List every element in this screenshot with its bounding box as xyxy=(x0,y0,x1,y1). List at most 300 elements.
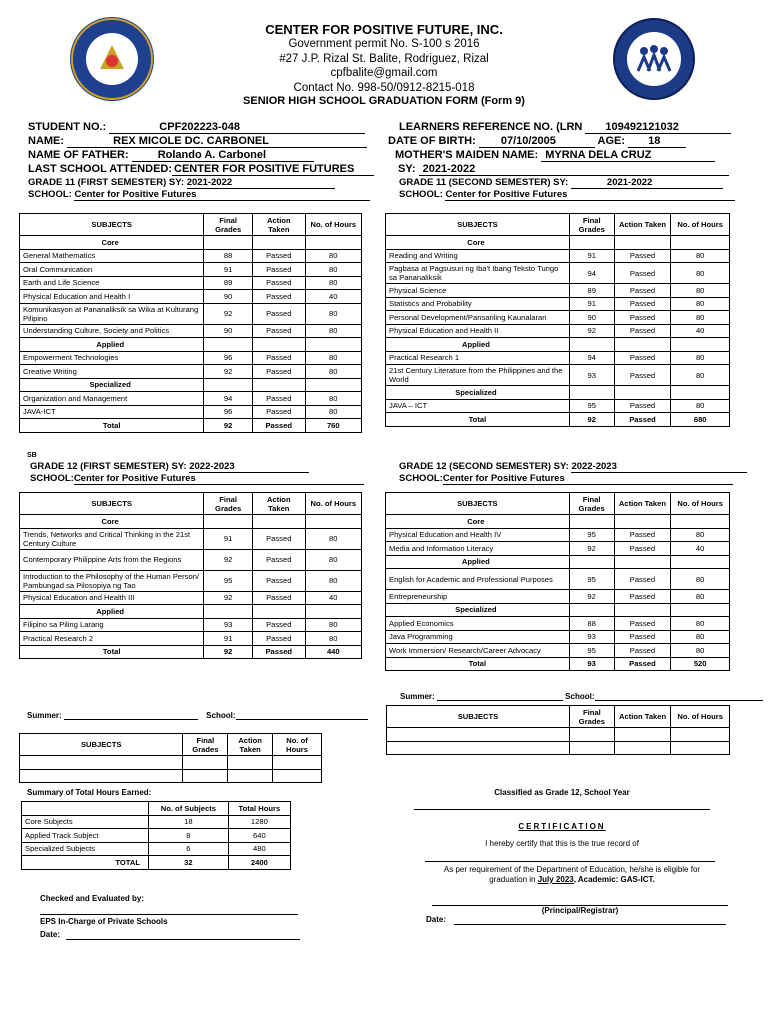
summary-col-hours: Total Hours xyxy=(228,802,290,816)
section-label: Applied xyxy=(20,338,204,352)
total-hours: 520 xyxy=(671,657,730,671)
col-header: Action Taken xyxy=(252,493,305,515)
table-row xyxy=(386,365,730,386)
col-header: SUBJECTS xyxy=(386,493,570,515)
grade-cell: 95 xyxy=(204,570,253,591)
g11s1-heading: GRADE 11 (FIRST SEMESTER) SY: 2021-2022 xyxy=(28,177,335,189)
action-cell: Passed xyxy=(252,249,305,263)
address-text: #27 J.P. Rizal St. Balite, Rodriguez, Rizal xyxy=(279,52,489,65)
table-row xyxy=(386,644,730,658)
grade-cell: 92 xyxy=(204,591,253,605)
table-row xyxy=(386,569,730,590)
summary-count: 18 xyxy=(149,815,229,829)
empty-row xyxy=(387,728,730,742)
summary-row xyxy=(22,815,291,829)
table-row xyxy=(20,290,362,304)
grade-cell: 92 xyxy=(569,590,614,604)
lrn-field: LEARNERS REFERENCE NO. (LRN 109492121032 xyxy=(399,121,731,134)
hours-cell: 40 xyxy=(305,290,361,304)
subject-cell: 21st Century Literature from the Philippines and the World xyxy=(386,365,570,386)
table-row xyxy=(20,591,362,605)
grade-cell: 95 xyxy=(569,569,614,590)
subject-cell: Entrepreneurship xyxy=(386,590,570,604)
hours-cell: 80 xyxy=(671,617,730,631)
summary-count: 6 xyxy=(149,842,229,856)
g11s2-school-value: Center for Positive Futures xyxy=(445,189,735,201)
hours-cell: 40 xyxy=(671,542,730,556)
table-row xyxy=(386,284,730,298)
col-header: Final Grades xyxy=(569,214,614,236)
grade-cell: 95 xyxy=(569,644,614,658)
summary-total-count: 32 xyxy=(149,856,229,870)
sb-note: SB xyxy=(27,452,37,459)
cert-line2: As per requirement of the Department of Education, he/she is eligible for xyxy=(443,865,701,874)
summary-label: Applied Track Subject xyxy=(22,829,149,843)
table-row xyxy=(386,324,730,338)
hours-cell: 80 xyxy=(305,392,361,406)
summary-hours: 480 xyxy=(228,842,290,856)
section-row xyxy=(20,605,362,619)
subject-cell: Practical Research 1 xyxy=(386,351,570,365)
total-label: Total xyxy=(386,413,570,427)
total-label: Total xyxy=(20,645,204,659)
total-grade: 92 xyxy=(569,413,614,427)
total-label: Total xyxy=(386,657,570,671)
hours-cell: 40 xyxy=(305,591,361,605)
cert-date: Date: xyxy=(426,915,447,924)
subject-cell: Empowerment Technologies xyxy=(20,351,204,365)
section-label: Specialized xyxy=(386,386,570,400)
section-label: Core xyxy=(20,515,204,529)
subject-cell: Organization and Management xyxy=(20,392,204,406)
grade-cell: 94 xyxy=(569,351,614,365)
table-row xyxy=(20,632,362,646)
hours-cell: 80 xyxy=(305,632,361,646)
hours-cell: 80 xyxy=(305,249,361,263)
action-cell: Passed xyxy=(614,284,671,298)
action-cell: Passed xyxy=(614,630,671,644)
hours-cell: 80 xyxy=(305,365,361,379)
dob-value: 07/10/2005 xyxy=(479,135,595,148)
col-header: Action Taken xyxy=(614,706,671,728)
grade-cell: 88 xyxy=(204,249,253,263)
name-value: REX MICOLE DC. CARBONEL xyxy=(67,135,367,148)
summer-right-table xyxy=(386,705,730,755)
subject-cell: Physical Education and Health II xyxy=(386,324,570,338)
grade-cell: 92 xyxy=(204,303,253,324)
certification-title: CERTIFICATION xyxy=(518,822,606,831)
action-cell: Passed xyxy=(252,324,305,338)
action-cell: Passed xyxy=(252,618,305,632)
father-value: Rolando A. Carbonel xyxy=(132,149,314,162)
grade-cell: 94 xyxy=(569,263,614,284)
col-header: No. of Hours xyxy=(305,493,361,515)
grade-cell: 90 xyxy=(204,290,253,304)
summary-table xyxy=(21,801,291,870)
g12s2-sy: 2022-2023 xyxy=(571,461,747,473)
cert-line1: I hereby certify that this is the true record of xyxy=(485,839,639,848)
hours-cell: 80 xyxy=(305,303,361,324)
total-grade: 93 xyxy=(569,657,614,671)
grade-cell: 89 xyxy=(204,276,253,290)
father-field: NAME OF FATHER: Rolando A. Carbonel xyxy=(28,149,314,162)
table-row xyxy=(386,528,730,542)
total-grade: 92 xyxy=(204,645,253,659)
table-row xyxy=(386,297,730,311)
total-grade: 92 xyxy=(204,419,253,433)
mother-value: MYRNA DELA CRUZ xyxy=(541,149,715,162)
col-header: SUBJECTS xyxy=(386,214,570,236)
section-label: Applied xyxy=(386,555,570,569)
hours-cell: 80 xyxy=(671,365,730,386)
subject-cell: Applied Economics xyxy=(386,617,570,631)
summary-count: 8 xyxy=(149,829,229,843)
section-row xyxy=(20,236,362,250)
subject-cell: Personal Development/Pansariling Kaunalaran xyxy=(386,311,570,325)
subject-cell: Java Programming xyxy=(386,630,570,644)
action-cell: Passed xyxy=(614,249,671,263)
col-header: No. of Hours xyxy=(305,214,361,236)
col-header: No. of Hours xyxy=(273,734,322,756)
action-cell: Passed xyxy=(252,290,305,304)
subject-cell: Statistics and Probability xyxy=(386,297,570,311)
contact-text: Contact No. 998-50/0912-8215-018 xyxy=(293,81,475,94)
signer-label: (Principal/Registrar) xyxy=(541,906,619,915)
grade-cell: 91 xyxy=(569,297,614,311)
grade-cell: 93 xyxy=(569,365,614,386)
table-row xyxy=(386,351,730,365)
grade-cell: 95 xyxy=(569,528,614,542)
hours-cell: 80 xyxy=(305,351,361,365)
hours-cell: 80 xyxy=(305,405,361,419)
hours-cell: 80 xyxy=(671,644,730,658)
col-header: No. of Hours xyxy=(671,706,730,728)
summary-label: Core Subjects xyxy=(22,815,149,829)
hours-cell: 80 xyxy=(671,297,730,311)
total-hours: 440 xyxy=(305,645,361,659)
total-row xyxy=(20,645,362,659)
hours-cell: 80 xyxy=(671,311,730,325)
section-row xyxy=(386,338,730,352)
subject-cell: Physical Education and Health III xyxy=(20,591,204,605)
summer-right-field: Summer: School: xyxy=(400,692,763,701)
grade-cell: 91 xyxy=(204,528,253,549)
subject-cell: Contemporary Philippine Arts from the Regions xyxy=(20,549,204,570)
table-row xyxy=(386,630,730,644)
action-cell: Passed xyxy=(252,570,305,591)
name-field: NAME: REX MICOLE DC. CARBONEL xyxy=(28,135,367,148)
table-row xyxy=(20,618,362,632)
student-no-field: STUDENT NO.: CPF202223-048 xyxy=(28,121,365,134)
subject-cell: Physical Science xyxy=(386,284,570,298)
action-cell: Passed xyxy=(252,276,305,290)
hours-cell: 80 xyxy=(671,569,730,590)
g11-second-semester-table xyxy=(385,213,730,427)
action-cell: Passed xyxy=(252,303,305,324)
total-action: Passed xyxy=(252,419,305,433)
section-label: Core xyxy=(386,236,570,250)
col-header: Final Grades xyxy=(569,706,614,728)
summary-col-subjects: No. of Subjects xyxy=(149,802,229,816)
table-row xyxy=(386,249,730,263)
summary-row xyxy=(22,842,291,856)
col-header: Action Taken xyxy=(252,214,305,236)
table-row xyxy=(20,249,362,263)
grade-cell: 93 xyxy=(204,618,253,632)
total-action: Passed xyxy=(252,645,305,659)
g11s2-school: SCHOOL: Center for Positive Futures xyxy=(399,189,735,201)
summer-left-table xyxy=(19,733,322,783)
hours-cell: 80 xyxy=(671,590,730,604)
g12s2-school: SCHOOL:Center for Positive Futures xyxy=(399,473,733,485)
empty-row xyxy=(20,756,322,770)
total-label: Total xyxy=(20,419,204,433)
grade-cell: 92 xyxy=(204,549,253,570)
summary-title: Summary of Total Hours Earned: xyxy=(27,788,152,797)
sy-field: SY: 2021-2022 xyxy=(398,163,729,176)
section-row xyxy=(386,603,730,617)
total-row xyxy=(20,419,362,433)
action-cell: Passed xyxy=(614,263,671,284)
action-cell: Passed xyxy=(614,311,671,325)
hours-cell: 80 xyxy=(671,528,730,542)
subject-cell: Oral Communication xyxy=(20,263,204,277)
action-cell: Passed xyxy=(252,392,305,406)
subject-cell: Trends, Networks and Critical Thinking in the 21st Century Culture xyxy=(20,528,204,549)
g12s2-heading: GRADE 12 (SECOND SEMESTER) SY: 2022-2023 xyxy=(399,461,747,473)
subject-cell: Komunikasyon at Pananaliksik sa Wika at Kulturang Pilipino xyxy=(20,303,204,324)
mother-field: MOTHER'S MAIDEN NAME: MYRNA DELA CRUZ xyxy=(395,149,715,162)
grade-cell: 88 xyxy=(569,617,614,631)
table-row xyxy=(20,570,362,591)
total-action: Passed xyxy=(614,413,671,427)
total-row xyxy=(386,657,730,671)
permit-text: Government permit No. S-100 s 2016 xyxy=(288,38,480,50)
hours-cell: 80 xyxy=(671,263,730,284)
col-header: Final Grades xyxy=(183,734,228,756)
action-cell: Passed xyxy=(252,549,305,570)
table-row xyxy=(20,392,362,406)
g12-first-semester-table xyxy=(19,492,362,659)
hours-cell: 80 xyxy=(671,351,730,365)
action-cell: Passed xyxy=(614,590,671,604)
action-cell: Passed xyxy=(252,528,305,549)
action-cell: Passed xyxy=(252,632,305,646)
grade-cell: 92 xyxy=(204,365,253,379)
hours-cell: 80 xyxy=(305,263,361,277)
section-row xyxy=(20,378,362,392)
section-label: Specialized xyxy=(20,378,204,392)
grade-cell: 96 xyxy=(204,405,253,419)
section-label: Core xyxy=(20,236,204,250)
col-header: SUBJECTS xyxy=(20,493,204,515)
summer-left-field: Summer: School: xyxy=(27,711,368,720)
subject-cell: Media and Information Literacy xyxy=(386,542,570,556)
table-row xyxy=(20,303,362,324)
age-value: 18 xyxy=(628,135,686,148)
form-title: SENIOR HIGH SCHOOL GRADUATION FORM (Form 9) xyxy=(243,95,525,107)
col-header: SUBJECTS xyxy=(20,734,183,756)
col-header: Final Grades xyxy=(204,493,253,515)
subject-cell: Pagbasa at Pagsusuri ng Iba't Ibang Teksto Tungo sa Pananaliksik xyxy=(386,263,570,284)
hours-cell: 80 xyxy=(305,549,361,570)
grade-cell: 96 xyxy=(204,351,253,365)
lrn-value: 109492121032 xyxy=(585,121,731,134)
section-row xyxy=(386,515,730,529)
summary-total-row xyxy=(22,856,291,870)
subject-cell: Practical Research 2 xyxy=(20,632,204,646)
table-row xyxy=(20,276,362,290)
col-header: Action Taken xyxy=(614,493,671,515)
subject-cell: General Mathematics xyxy=(20,249,204,263)
col-header: Final Grades xyxy=(204,214,253,236)
section-row xyxy=(386,236,730,250)
grade-cell: 91 xyxy=(204,632,253,646)
action-cell: Passed xyxy=(614,644,671,658)
action-cell: Passed xyxy=(614,297,671,311)
g12s1-heading: GRADE 12 (FIRST SEMESTER) SY: 2022-2023 xyxy=(30,461,309,473)
action-cell: Passed xyxy=(614,528,671,542)
g11-first-semester-table xyxy=(19,213,362,433)
table-row xyxy=(20,263,362,277)
grade-cell: 95 xyxy=(569,399,614,413)
cert-line3: graduation in July 2023, Academic: GAS-ICT. xyxy=(489,875,655,884)
empty-row xyxy=(387,741,730,755)
subject-cell: Filipino sa Piling Larang xyxy=(20,618,204,632)
table-row xyxy=(386,590,730,604)
table-row xyxy=(20,351,362,365)
subject-cell: Reading and Writing xyxy=(386,249,570,263)
table-row xyxy=(20,365,362,379)
grade-cell: 92 xyxy=(569,324,614,338)
checked-title: Checked and Evaluated by: xyxy=(40,894,145,903)
hours-cell: 80 xyxy=(305,618,361,632)
total-hours: 680 xyxy=(671,413,730,427)
hours-cell: 80 xyxy=(305,528,361,549)
hours-cell: 80 xyxy=(305,276,361,290)
table-row xyxy=(20,324,362,338)
action-cell: Passed xyxy=(614,617,671,631)
school-title: CENTER FOR POSITIVE FUTURE, INC. xyxy=(265,22,503,37)
hours-cell: 80 xyxy=(671,249,730,263)
section-label: Core xyxy=(386,515,570,529)
summary-hours: 1280 xyxy=(228,815,290,829)
subject-cell: Understanding Culture, Society and Politics xyxy=(20,324,204,338)
subject-cell: Work Immersion/ Research/Career Advocacy xyxy=(386,644,570,658)
hours-cell: 80 xyxy=(305,324,361,338)
action-cell: Passed xyxy=(614,365,671,386)
col-header: Action Taken xyxy=(228,734,273,756)
hours-cell: 80 xyxy=(305,570,361,591)
subject-cell: JAVA – ICT xyxy=(386,399,570,413)
checked-date: Date: xyxy=(40,930,61,939)
action-cell: Passed xyxy=(252,351,305,365)
last-school-value: CENTER FOR POSITIVE FUTURES xyxy=(172,163,374,176)
subject-cell: Physical Education and Health I xyxy=(20,290,204,304)
summary-total-label: TOTAL xyxy=(22,856,149,870)
section-row xyxy=(20,338,362,352)
grade-cell: 91 xyxy=(569,249,614,263)
summary-label: Specialized Subjects xyxy=(22,842,149,856)
table-row xyxy=(386,617,730,631)
table-row xyxy=(20,528,362,549)
section-label: Applied xyxy=(20,605,204,619)
action-cell: Passed xyxy=(614,324,671,338)
sy-value: 2021-2022 xyxy=(419,163,729,176)
g12-second-semester-table xyxy=(385,492,730,671)
section-row xyxy=(386,386,730,400)
col-header: No. of Hours xyxy=(671,493,730,515)
action-cell: Passed xyxy=(614,399,671,413)
g11s1-school: SCHOOL: Center for Positive Futures xyxy=(28,189,370,201)
table-row xyxy=(386,311,730,325)
hours-cell: 80 xyxy=(671,284,730,298)
g11s2-heading: GRADE 11 (SECOND SEMESTER) SY: 2021-2022 xyxy=(399,177,723,189)
g12s1-school: SCHOOL:Center for Positive Futures xyxy=(30,473,364,485)
section-label: Applied xyxy=(386,338,570,352)
grade-cell: 91 xyxy=(204,263,253,277)
grade-cell: 89 xyxy=(569,284,614,298)
total-hours: 760 xyxy=(305,419,361,433)
grade-cell: 90 xyxy=(204,324,253,338)
action-cell: Passed xyxy=(614,569,671,590)
email-text: cpfbalite@gmail.com xyxy=(330,67,438,79)
grade-cell: 94 xyxy=(204,392,253,406)
action-cell: Passed xyxy=(252,405,305,419)
table-row xyxy=(20,405,362,419)
total-row xyxy=(386,413,730,427)
table-row xyxy=(386,399,730,413)
col-header: Final Grades xyxy=(569,493,614,515)
summary-hours: 640 xyxy=(228,829,290,843)
section-row xyxy=(20,515,362,529)
empty-row xyxy=(20,769,322,783)
g11s1-school-value: Center for Positive Futures xyxy=(74,189,370,201)
subject-cell: Introduction to the Philosophy of the Human Person/ Pambungad sa Pilosopiya ng Tao xyxy=(20,570,204,591)
total-action: Passed xyxy=(614,657,671,671)
g12s1-school-value: Center for Positive Futures xyxy=(74,473,364,485)
hours-cell: 80 xyxy=(671,399,730,413)
summary-row xyxy=(22,829,291,843)
subject-cell: JAVA-ICT xyxy=(20,405,204,419)
grade-cell: 90 xyxy=(569,311,614,325)
hours-cell: 80 xyxy=(671,630,730,644)
section-row xyxy=(386,555,730,569)
summary-total-hours: 2400 xyxy=(228,856,290,870)
col-header: SUBJECTS xyxy=(20,214,204,236)
action-cell: Passed xyxy=(614,351,671,365)
table-row xyxy=(20,549,362,570)
grade-cell: 93 xyxy=(569,630,614,644)
section-label: Specialized xyxy=(386,603,570,617)
col-header: No. of Hours xyxy=(671,214,730,236)
dob-field: DATE OF BIRTH: 07/10/2005 AGE: 18 xyxy=(388,135,686,148)
subject-cell: Earth and Life Science xyxy=(20,276,204,290)
action-cell: Passed xyxy=(252,263,305,277)
col-header: SUBJECTS xyxy=(387,706,570,728)
g12s2-school-value: Center for Positive Futures xyxy=(443,473,733,485)
classified-text: Classified as Grade 12, School Year xyxy=(494,788,630,797)
action-cell: Passed xyxy=(252,365,305,379)
action-cell: Passed xyxy=(614,542,671,556)
student-no-value: CPF202223-048 xyxy=(109,121,365,134)
subject-cell: Creative Writing xyxy=(20,365,204,379)
col-header: Action Taken xyxy=(614,214,671,236)
g12s1-sy: 2022-2023 xyxy=(189,461,309,473)
grade-cell: 92 xyxy=(569,542,614,556)
action-cell: Passed xyxy=(252,591,305,605)
g11s1-sy: 2021-2022 xyxy=(187,177,335,189)
